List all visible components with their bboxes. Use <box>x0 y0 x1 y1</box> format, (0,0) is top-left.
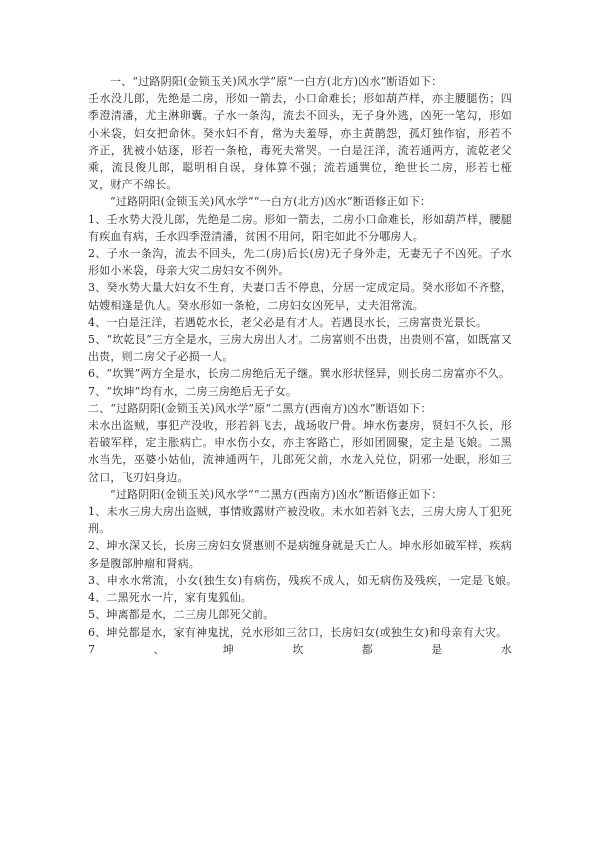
revision-item: 2、子水一条沟，流去不回头，先二(房)后长(房)无子身外走，无妻无子不凶死。子水形如小米袋，母亲大灾二房妇女不例外。 <box>88 247 512 278</box>
section-heading-2: 二、“过路阴阳(金锁玉关)风水学”原“二黑方(西南方)凶水”断语如下： <box>88 401 432 415</box>
document-body <box>88 73 524 658</box>
original-verse-1: 壬水没儿郎，先绝是二房，形如一箭去，小口命难长；形如葫芦样，亦主腰腿伤；四季澄清潘，尤主淋卵囊。子水一条沟，流去不回头，无子身外逃，凶死一笔勾，形如小米袋，妇女把命休。癸水妇不育，常为夫羞辱，亦主黄鹊怨，孤灯独作宿，形若不齐正，犹被小姑逐，形若一条枪，毒死夫常哭。一白是汪洋，流若通两方，流乾老父乘，流艮俊儿郎，聪明相自误，身体算不强；流若通巽位，绝世长二房，形若七桠叉，财产不绵长。 <box>88 92 512 192</box>
section-heading-1: 一、“过路阴阳(金锁玉关)风水学”原“一白方(北方)凶水”断语如下： <box>110 75 443 88</box>
revision-item: 3、申水水常流，小女(独生女)有病伤，残疾不成人，如无病伤及残疾，一定是飞娘。 4、二黑死水一片，家有鬼狐仙。 <box>88 573 524 605</box>
last-line-char: 水 <box>500 642 512 656</box>
revision-item: 2、坤水深又长，长房三房妇女贤惠则不是病缠身就是夭亡人。坤水形如破军样，疾病多是腹部肿瘤和肾病。 <box>88 539 512 570</box>
revision-item: 6、“坎巽”两方全是水，长房二房绝后无子继。巽水形状怪异，则长房二房富亦不久。 <box>88 367 511 381</box>
original-verse-2: 未水出盗贼，事犯产没收，形若斜飞去，战场收尸骨。坤水伤妻房，贤妇不久长，形若破军样，定主胀病亡。申水伤小女，亦主客路亡，形如团圆聚，定主是飞娘。二黑水当先，巫婆小姑仙，流神通两午，儿郎死父前，水龙入兑位，阴邪一处眠，形如三岔口，飞刃妇身边。 <box>88 419 512 484</box>
last-line-char: 坤 <box>222 642 235 656</box>
last-line-char: 坎 <box>292 642 304 656</box>
last-line-char: 、 <box>153 642 165 656</box>
revision-item: 6、坤兑都是水，家有神鬼扰，兑水形如三岔口，长房妇女(或独生女)和母亲有大灾。 <box>88 625 508 639</box>
revision-item: 5、坤离都是水，二三房儿郎死父前。 <box>88 608 275 622</box>
last-line-char: 是 <box>431 642 443 656</box>
revision-item: 3、癸水势大量大妇女不生育，夫妻口舌不停息，分居一定成定局。癸水形如不齐整，姑嫂相逢是仇人。癸水形如一条枪，二房妇女凶死早，丈夫泪常流。 <box>88 281 512 312</box>
revision-heading-2: “过路阴阳(金锁玉关)风水学”“二黑方(西南方)凶水”断语修正如下： <box>110 487 443 501</box>
last-line-char: 7 <box>88 642 96 656</box>
revision-item: 1、未水三房大房出盗贼，事情败露财产被没收。未水如若斜飞去，三房大房人丁犯死刑。 <box>88 505 512 536</box>
last-line-char: 都 <box>361 642 374 656</box>
revision-item: 1、壬水势大没儿郎，先绝是二房。形如一箭去，二房小口命难长，形如葫芦样，腰腿有疾血有病，壬水四季澄清潘，贫困不用问，阳宅如此不分哪房人。 <box>88 212 512 243</box>
last-line-justified <box>88 641 512 658</box>
revision-heading-1: “过路阴阳(金锁玉关)风水学”“一白方(北方)凶水”断语修正如下： <box>110 195 432 209</box>
revision-item: 5、“坎乾艮”三方全是水，三房大房出人才。二房富则不出贵，出贵则不富，如既富又出贵，则二房父子必损一人。 <box>88 333 512 364</box>
revision-item: 4、一白是汪洋，若遇乾水长，老父必是有才人。若遇艮水长，三房富贵光景长。 <box>88 315 488 329</box>
revision-item: 7、“坎坤”均有水，二房三房绝后无子女。 <box>88 384 298 398</box>
